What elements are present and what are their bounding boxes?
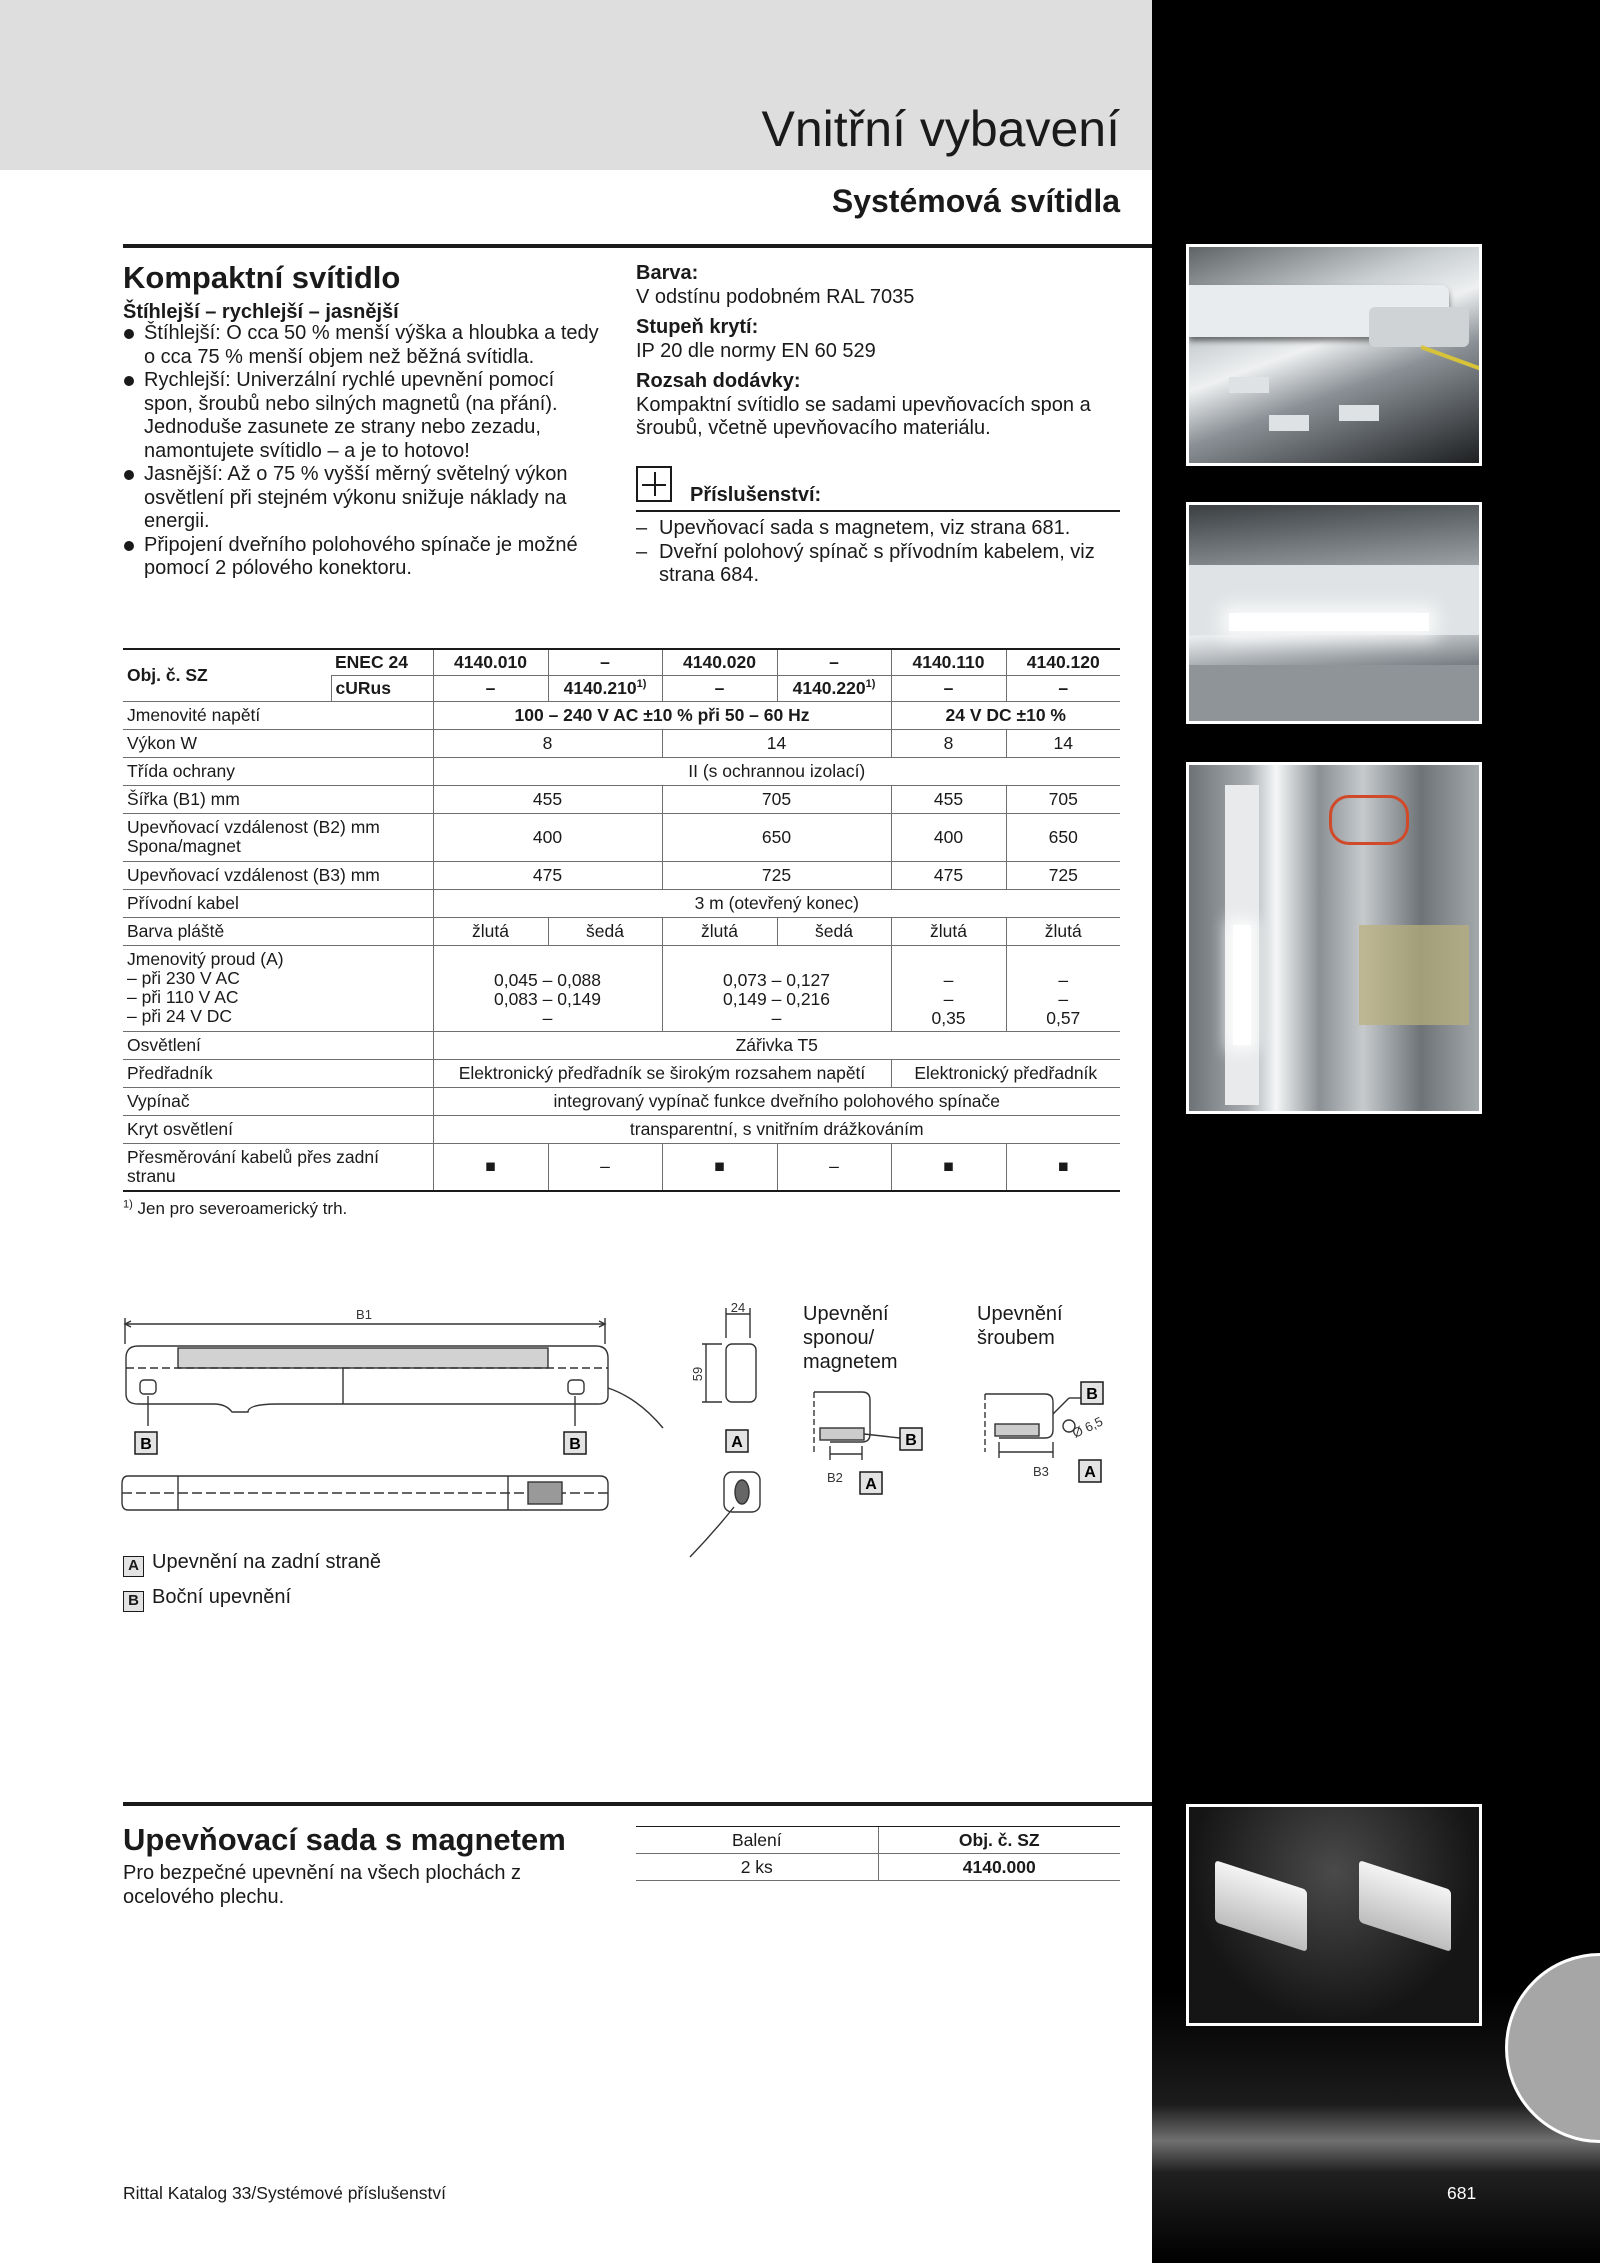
table-cell: 705: [662, 785, 891, 813]
table-cell: integrovaný vypínač funkce dveřního polohového spínače: [433, 1087, 1120, 1115]
table-cell: žlutá: [662, 917, 777, 945]
table-cell: ■: [1006, 1143, 1120, 1191]
row-label: Přívodní kabel: [123, 889, 433, 917]
svg-text:B: B: [140, 1436, 152, 1453]
order-number-cell: 4140.010: [433, 649, 548, 675]
spec-table: [123, 648, 1120, 1192]
magnet-set-title: Upevňovací sada s magnetem: [123, 1822, 566, 1857]
row-label: Předřadník: [123, 1059, 433, 1087]
table-cell: –: [777, 1143, 891, 1191]
magnet-set-table: [636, 1826, 1120, 1881]
table-cell: 725: [1006, 861, 1120, 889]
page-subtitle: Systémová svítidla: [831, 183, 1120, 219]
table-cell: ■: [891, 1143, 1006, 1191]
row-label: Třída ochrany: [123, 757, 433, 785]
section-tagline: Štíhlejší – rychlejší – jasnější: [123, 301, 399, 323]
table-cell: 0,073 – 0,127 0,149 – 0,216 –: [662, 945, 891, 1031]
magnet-set-description: Pro bezpečné upevnění na všech plochách z ocelového plechu.: [123, 1862, 522, 1908]
product-photo-mounting: [1186, 244, 1482, 466]
enec-label: ENEC 24: [331, 649, 433, 675]
order-number-cell: –: [777, 649, 891, 675]
table-cell: 4140.000: [878, 1854, 1120, 1881]
footer-catalog: Rittal Katalog 33/Systémové příslušenství: [123, 2183, 446, 2203]
table-cell: transparentní, s vnitřním drážkováním: [433, 1115, 1120, 1143]
column-header: Balení: [636, 1827, 878, 1854]
order-number-cell: –: [433, 675, 548, 701]
color-value: V odstínu podobném RAL 7035: [636, 285, 915, 308]
protection-label: Stupeň krytí:: [636, 316, 759, 338]
mount-clip-label: Upevnění sponou/ magnetem: [803, 1303, 898, 1373]
row-label: Výkon W: [123, 729, 433, 757]
table-cell: 455: [891, 785, 1006, 813]
feature-list: [123, 322, 603, 581]
row-label: Jmenovité napětí: [123, 701, 433, 729]
dim-b1: B1: [356, 1307, 372, 1322]
dim-24: 24: [730, 1302, 746, 1315]
order-number-cell: 4140.210$^{1)}$: [548, 675, 662, 701]
table-cell: 14: [1006, 729, 1120, 757]
page-title: Vnitřní vybavení: [761, 101, 1120, 157]
header-rule: [123, 244, 1152, 248]
row-label: Přesměrování kabelů přes zadní stranu: [123, 1143, 433, 1191]
marker-b-screw: [1081, 1382, 1103, 1404]
row-label: Šířka (B1) mm: [123, 785, 433, 813]
product-photo-magnets: [1186, 1804, 1482, 2026]
table-cell: 14: [662, 729, 891, 757]
table-cell: ■: [433, 1143, 548, 1191]
table-cell: žlutá: [433, 917, 548, 945]
screw-mount-drawing: [975, 1378, 1117, 1488]
order-number-cell: –: [548, 649, 662, 675]
table-cell: 100 – 240 V AC ±10 % při 50 – 60 Hz: [433, 701, 891, 729]
row-label: Vypínač: [123, 1087, 433, 1115]
scope-value: Kompaktní svítidlo se sadami upevňovacích spon a šroubů, včetně upevňovacího materiálu.: [636, 393, 1091, 439]
table-cell: 475: [433, 861, 662, 889]
marker-b-clip: [900, 1428, 922, 1450]
svg-text:A: A: [1084, 1464, 1096, 1481]
side-view-drawing: [684, 1302, 774, 1564]
order-number-cell: –: [891, 675, 1006, 701]
product-photo-cabinet: [1186, 762, 1482, 1114]
table-cell: šedá: [548, 917, 662, 945]
dim-diameter: Ø 6,5: [1069, 1413, 1106, 1441]
table-cell: žlutá: [891, 917, 1006, 945]
table-cell: Zářivka T5: [433, 1031, 1120, 1059]
legend-text: Upevnění na zadní straně: [152, 1551, 382, 1573]
page-number: 681: [1447, 2183, 1477, 2203]
row-label: Barva pláště: [123, 917, 433, 945]
accessories-heading: [636, 466, 1120, 512]
table-cell: – – 0,35: [891, 945, 1006, 1031]
row-label: Jmenovitý proud (A) – při 230 V AC – při 110 V AC – při 24 V DC: [123, 945, 433, 1031]
legend-text: Boční upevnění: [152, 1586, 291, 1608]
table-cell: žlutá: [1006, 917, 1120, 945]
order-number-cell: –: [662, 675, 777, 701]
feature-item: Jasnější: Až o 75 % vyšší měrný světelný výkon osvětlení při stejném výkonu snižuje náklady na energii.: [123, 463, 603, 534]
clip-mount-drawing: [800, 1384, 930, 1502]
product-photo-lit: [1186, 502, 1482, 724]
row-label: Upevňovací vzdálenost (B2) mm Spona/magnet: [123, 813, 433, 861]
order-number-cell: 4140.120: [1006, 649, 1120, 675]
table-cell: 8: [433, 729, 662, 757]
marker-b-right: [564, 1432, 586, 1454]
table-cell: 650: [662, 813, 891, 861]
accessories-rule: [636, 510, 1120, 512]
legend-key: A: [123, 1556, 144, 1577]
dim-b3: B3: [1033, 1464, 1049, 1479]
order-number-cell: 4140.020: [662, 649, 777, 675]
mount-screw-label: Upevnění šroubem: [977, 1303, 1063, 1349]
marker-a-screw: [1079, 1460, 1101, 1482]
order-number-cell: 4140.220$^{1)}$: [777, 675, 891, 701]
accessory-item: – Upevňovací sada s magnetem, viz strana 681.: [636, 517, 1136, 541]
marker-a: [726, 1430, 748, 1452]
table-cell: 650: [1006, 813, 1120, 861]
plus-icon: [636, 466, 672, 502]
column-header: Obj. č. SZ: [878, 1827, 1120, 1854]
table-cell: ■: [662, 1143, 777, 1191]
table-cell: 2 ks: [636, 1854, 878, 1881]
table-cell: Elektronický předřadník: [891, 1059, 1120, 1087]
order-number-cell: –: [1006, 675, 1120, 701]
table-cell: 705: [1006, 785, 1120, 813]
curus-label: cURus: [331, 675, 433, 701]
svg-text:B: B: [1086, 1386, 1098, 1403]
dim-b2: B2: [827, 1470, 843, 1485]
table-cell: 725: [662, 861, 891, 889]
feature-item: Připojení dveřního polohového spínače je možné pomocí 2 pólového konektoru.: [123, 534, 603, 581]
table-cell: 24 V DC ±10 %: [891, 701, 1120, 729]
table-cell: – – 0,57: [1006, 945, 1120, 1031]
svg-text:B: B: [569, 1436, 581, 1453]
front-view-drawing: [118, 1298, 678, 1526]
svg-text:A: A: [731, 1434, 743, 1451]
table-cell: Elektronický předřadník se širokým rozsahem napětí: [433, 1059, 891, 1087]
accessories-label: Příslušenství:: [690, 484, 822, 506]
footnote: $^{1)}$ Jen pro severoamerický trh.: [123, 1198, 348, 1218]
marker-a-clip: [860, 1472, 882, 1494]
table-cell: 8: [891, 729, 1006, 757]
section-title: Kompaktní svítidlo: [123, 260, 401, 295]
row-label: Upevňovací vzdálenost (B3) mm: [123, 861, 433, 889]
accessories-list: [636, 517, 1136, 588]
table-cell: 0,045 – 0,088 0,083 – 0,149 –: [433, 945, 662, 1031]
table-cell: 455: [433, 785, 662, 813]
legend-item-a: [123, 1551, 381, 1577]
table-cell: 400: [891, 813, 1006, 861]
table-cell: II (s ochrannou izolací): [433, 757, 1120, 785]
accessory-item: – Dveřní polohový spínač s přívodním kabelem, viz strana 684.: [636, 541, 1136, 588]
section-rule: [123, 1802, 1152, 1806]
table-cell: 400: [433, 813, 662, 861]
table-cell: 475: [891, 861, 1006, 889]
dim-59: 59: [690, 1366, 705, 1382]
protection-value: IP 20 dle normy EN 60 529: [636, 339, 876, 362]
legend-key: B: [123, 1591, 144, 1612]
scope-label: Rozsah dodávky:: [636, 370, 801, 392]
color-label: Barva:: [636, 262, 699, 284]
marker-b-left: [135, 1432, 157, 1454]
legend-item-b: [123, 1586, 291, 1612]
product-properties: [636, 262, 1156, 448]
svg-text:A: A: [865, 1476, 877, 1493]
svg-text:B: B: [905, 1432, 917, 1449]
feature-item: Štíhlejší: O cca 50 % menší výška a hloubka a tedy o cca 75 % menší objem než běžná svítidla.: [123, 322, 603, 369]
table-cell: –: [548, 1143, 662, 1191]
feature-item: Rychlejší: Univerzální rychlé upevnění pomocí spon, šroubů nebo silných magnetů (na přání). Jednoduše zasunete ze strany nebo zezadu, namontujete svítidlo – a je to hotovo!: [123, 369, 603, 463]
order-number-label: Obj. č. SZ: [123, 649, 331, 701]
table-cell: 3 m (otevřený konec): [433, 889, 1120, 917]
row-label: Osvětlení: [123, 1031, 433, 1059]
table-cell: šedá: [777, 917, 891, 945]
row-label: Kryt osvětlení: [123, 1115, 433, 1143]
order-number-cell: 4140.110: [891, 649, 1006, 675]
